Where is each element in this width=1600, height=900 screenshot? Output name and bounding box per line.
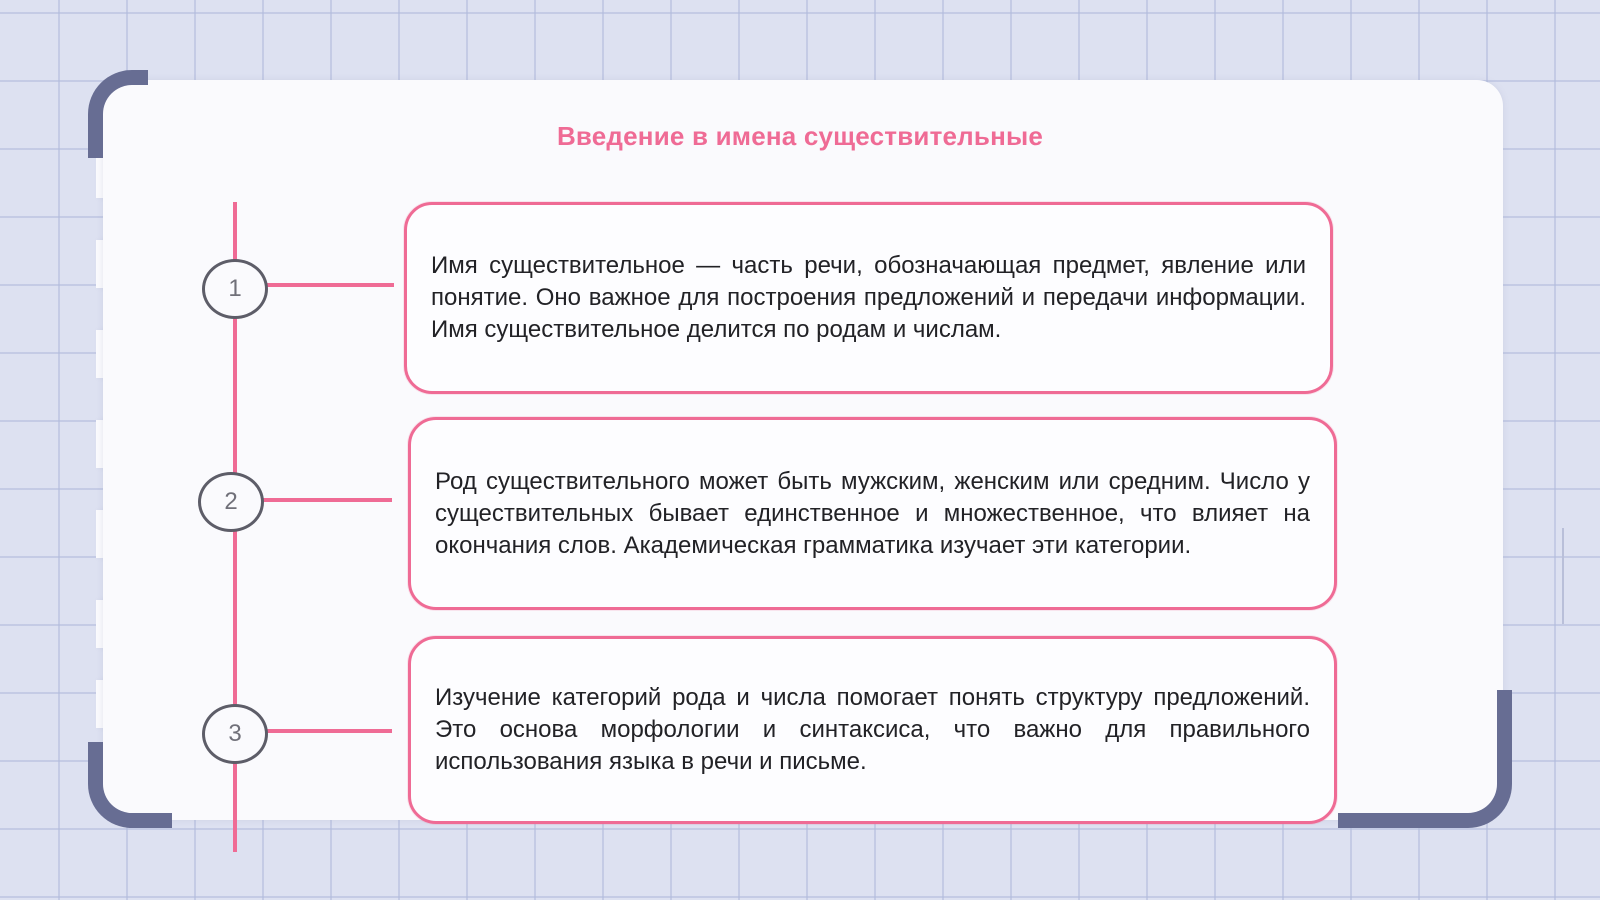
corner-bracket-top-left	[88, 70, 148, 158]
step-number-circle	[202, 259, 268, 319]
step-text: Изучение категорий рода и числа помогает понять структуру предложений. Это основа морфологии и синтаксиса, что важно для правильного использования языка в речи и письме.	[435, 684, 1310, 775]
step-number: 2	[224, 488, 238, 515]
step-connector	[266, 283, 394, 287]
step-text-box	[408, 636, 1337, 824]
step-number: 1	[228, 275, 242, 302]
step-text: Род существительного может быть мужским, женским или средним. Число у существительных бывает единственное и множественное, что влияет на окончания слов. Академическая грамматика изучает эти категории.	[435, 467, 1310, 559]
step-number: 3	[228, 720, 242, 747]
corner-bracket-bottom-left	[88, 742, 172, 828]
step-number-circle	[202, 704, 268, 764]
slide-title: Введение в имена существительные	[556, 121, 1044, 151]
step-text: Имя существительное — часть речи, обозначающая предмет, явление или понятие. Оно важное для построения предложений и передачи информации. Имя существительное делится по родам и числам.	[431, 252, 1306, 343]
step-number-circle	[198, 472, 264, 532]
step-text-box	[404, 202, 1333, 394]
decorative-line	[1562, 528, 1564, 624]
step-connector	[266, 729, 392, 733]
step-connector	[262, 498, 392, 502]
corner-bracket-bottom-right	[1338, 690, 1512, 828]
step-text-box	[408, 417, 1337, 610]
